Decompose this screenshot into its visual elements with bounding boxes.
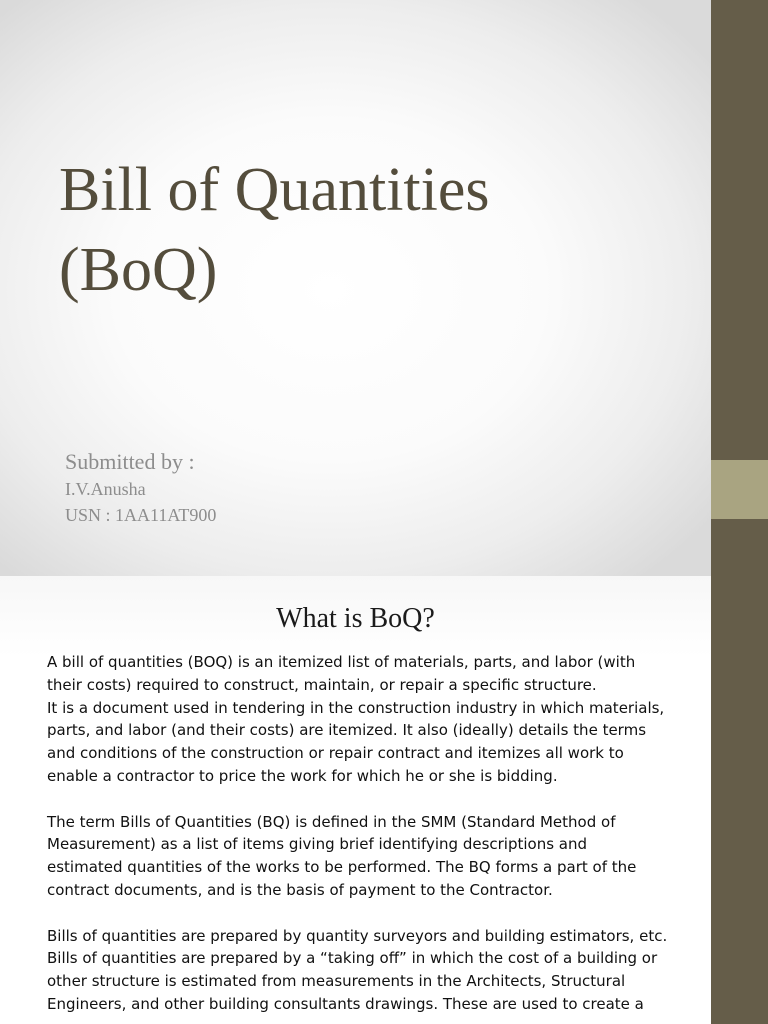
paragraph-definition [47, 651, 697, 788]
sidebar-accent-block [711, 460, 768, 519]
usn-number: USN : 1AA11AT900 [65, 505, 217, 525]
content-slide-title: What is BoQ? [276, 603, 435, 634]
text-line: Bills of quantities are prepared by a “taking off” in which the cost of a building or [47, 949, 658, 968]
slide-title [59, 150, 679, 310]
text-line: contract documents, and is the basis of payment to the Contractor. [47, 880, 553, 899]
text-line: Bills of quantities are prepared by quantity surveyors and building estimators, etc. [47, 926, 668, 945]
sidebar-bar [711, 576, 768, 1024]
title-line-1: Bill of Quantities [59, 156, 490, 224]
content-body [47, 651, 697, 1024]
submitted-by-label: Submitted by : [65, 449, 195, 474]
text-line: It is a document used in tendering in the construction industry in which materials, [47, 698, 665, 717]
text-line: The term Bills of Quantities (BQ) is defined in the SMM (Standard Method of [47, 812, 616, 831]
content-slide [0, 576, 768, 1024]
paragraph-preparation [47, 925, 697, 1016]
submission-info [65, 448, 216, 528]
text-line: and conditions of the construction or repair contract and itemizes all work to [47, 744, 624, 763]
title-line-2: (BoQ) [59, 236, 218, 304]
text-line: parts, and labor (and their costs) are itemized. It also (ideally) details the terms [47, 721, 647, 740]
text-line: other structure is estimated from measurements in the Architects, Structural [47, 972, 626, 991]
text-line: Engineers, and other building consultants drawings. These are used to create a [47, 994, 644, 1013]
text-line: Measurement) as a list of items giving brief identifying descriptions and [47, 835, 588, 854]
author-name: I.V.Anusha [65, 479, 146, 499]
text-line: enable a contractor to price the work for which he or she is bidding. [47, 766, 558, 785]
text-line: their costs) required to construct, maintain, or repair a specific structure. [47, 675, 597, 694]
paragraph-smm [47, 811, 697, 902]
text-line: estimated quantities of the works to be performed. The BQ forms a part of the [47, 858, 637, 877]
text-line: A bill of quantities (BOQ) is an itemized list of materials, parts, and labor (with [47, 653, 636, 671]
